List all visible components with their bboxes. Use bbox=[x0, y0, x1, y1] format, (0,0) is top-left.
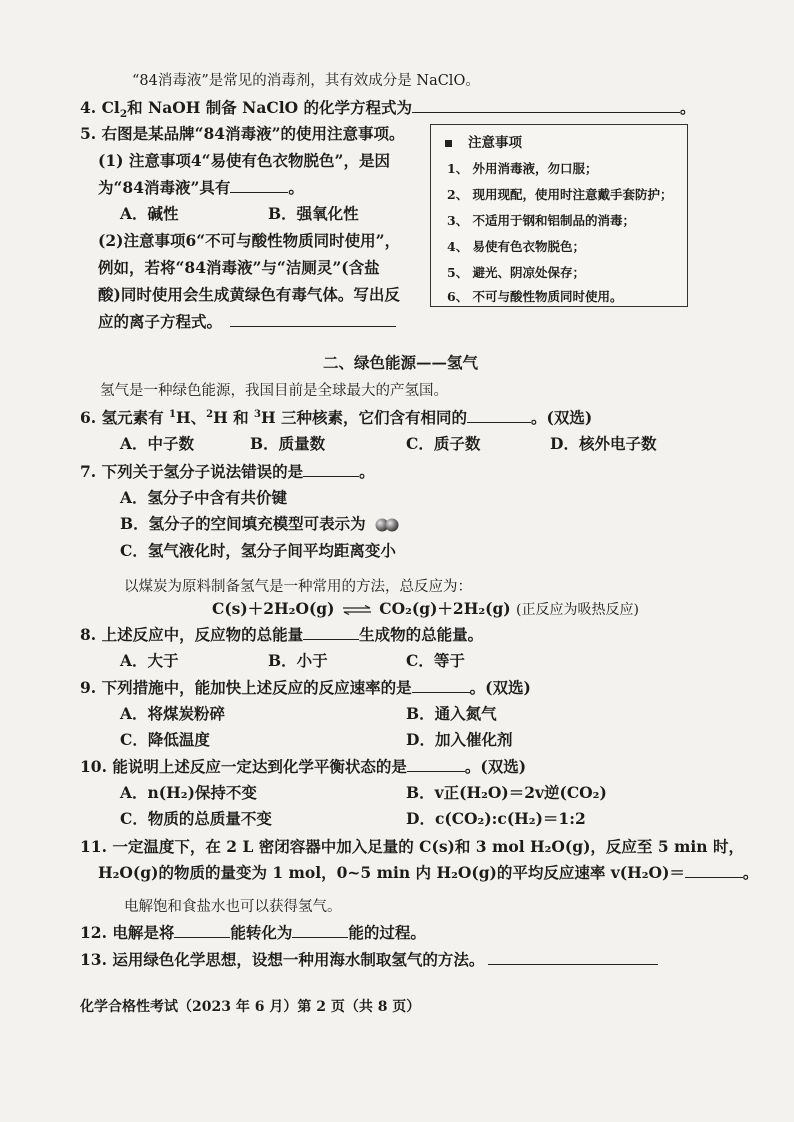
q7-option-a: A．氢分子中含有共价键 bbox=[120, 488, 288, 507]
question-11-line2: H₂O(g)的物质的量变为 1 mol，0~5 min 内 H₂O(g)的平均反应速率 v(H₂O)＝ 。 bbox=[98, 863, 759, 882]
q5-part1-line2: 为“84消毒液”具有 。 bbox=[98, 178, 304, 197]
q5-option-b: B．强氧化性 bbox=[268, 204, 359, 223]
question-4: 4. $Cl_2$和 NaOH 制备 NaClO 的化学方程式为 。 bbox=[80, 98, 696, 121]
coal-intro: 以煤炭为原料制备氢气是一种常用的方法，总反应为： bbox=[124, 579, 472, 595]
answer-blank[interactable] bbox=[685, 862, 743, 878]
q4-intro: “84消毒液”是常见的消毒剂，其有效成分是 NaClO。 bbox=[132, 73, 480, 89]
equilibrium-arrow-icon bbox=[342, 605, 372, 615]
question-8: 8. 上述反应中，反应物的总能量 生成物的总能量。 bbox=[80, 625, 484, 644]
q5-part1-line1: (1) 注意事项4“易使有色衣物脱色”，是因 bbox=[98, 151, 390, 170]
q10-option-c: C．物质的总质量不变 bbox=[120, 809, 272, 828]
square-bullet-icon bbox=[445, 140, 452, 147]
electro-intro: 电解饱和食盐水也可以获得氢气。 bbox=[124, 899, 342, 915]
notice-item: 3、 不适用于钢和铝制品的消毒； bbox=[447, 213, 636, 228]
q9-option-b: B．通入氮气 bbox=[406, 704, 497, 723]
answer-blank[interactable] bbox=[412, 677, 470, 693]
question-7: 7. 下列关于氢分子说法错误的是 。 bbox=[80, 462, 375, 481]
reaction-equation: C(s)＋2H₂O(g) CO₂(g)＋2H₂(g) (正反应为吸热反应) bbox=[212, 599, 639, 618]
question-number: 12. bbox=[80, 923, 107, 942]
q5-part2-line2: 例如，若将“84消毒液”与“洁厕灵”(含盐 bbox=[98, 258, 380, 277]
question-number: 4. bbox=[80, 98, 97, 117]
notice-item: 2、 现用现配，使用时注意戴手套防护； bbox=[447, 187, 673, 202]
answer-blank[interactable] bbox=[467, 407, 531, 423]
notice-item: 4、 易使有色衣物脱色； bbox=[447, 239, 586, 254]
h2-space-filling-model-icon bbox=[373, 518, 403, 532]
notice-item: 5、 避光、阴凉处保存； bbox=[447, 265, 586, 280]
notice-title: 注意事项 bbox=[445, 131, 522, 151]
question-number: 8. bbox=[80, 625, 97, 644]
answer-blank[interactable] bbox=[174, 922, 230, 938]
answer-blank[interactable] bbox=[303, 461, 359, 477]
question-6: 6. 氢元素有 $^1$H、$^2$H 和 $^3$H 三种核素，它们含有相同的 。(双选) bbox=[80, 408, 593, 427]
question-11-line1: 11. 一定温度下，在 2 L 密闭容器中加入足量的 C(s)和 3 mol H₂O(g)，反应至 5 min 时， bbox=[80, 837, 744, 856]
question-10: 10. 能说明上述反应一定达到化学平衡状态的是 。(双选) bbox=[80, 757, 527, 776]
question-12: 12. 电解是将 能转化为 能的过程。 bbox=[80, 923, 426, 942]
question-5-stem: 5. 右图是某品牌“84消毒液”的使用注意事项。 bbox=[80, 124, 405, 143]
answer-blank[interactable] bbox=[488, 949, 658, 965]
answer-blank[interactable] bbox=[230, 311, 396, 327]
page-footer: 化学合格性考试（2023 年 6 月）第 2 页（共 8 页） bbox=[80, 999, 421, 1015]
q5-option-a: A．碱性 bbox=[120, 204, 179, 223]
answer-blank[interactable] bbox=[407, 756, 465, 772]
question-number: 6. bbox=[80, 408, 97, 427]
notice-box bbox=[430, 124, 688, 307]
question-number: 7. bbox=[80, 462, 97, 481]
question-number: 5. bbox=[80, 124, 97, 143]
question-13: 13. 运用绿色化学思想，设想一种用海水制取氢气的方法。 bbox=[80, 949, 658, 971]
q10-option-b: B．v正(H₂O)＝2v逆(CO₂) bbox=[406, 783, 607, 802]
notice-item: 1、 外用消毒液，勿口服； bbox=[447, 161, 598, 176]
q7-option-c: C．氢气液化时，氢分子间平均距离变小 bbox=[120, 541, 396, 560]
q8-option-b: B．小于 bbox=[268, 651, 328, 670]
notice-item: 6、 不可与酸性物质同时使用。 bbox=[447, 289, 623, 304]
q9-option-c: C．降低温度 bbox=[120, 730, 210, 749]
q5-part2-line1: (2)注意事项6“不可与酸性物质同时使用”， bbox=[98, 231, 401, 250]
question-number: 10. bbox=[80, 757, 107, 776]
q5-part2-line3: 酸)同时使用会生成黄绿色有毒气体。写出反 bbox=[98, 285, 400, 304]
q8-option-a: A．大于 bbox=[120, 651, 179, 670]
section-heading: 二、绿色能源——氢气 bbox=[323, 353, 479, 372]
q5-part2-line4: 应的离子方程式。 bbox=[98, 311, 396, 333]
question-number: 11. bbox=[80, 837, 107, 856]
q6-option-a: A．中子数 bbox=[120, 434, 195, 453]
q10-option-a: A．n(H₂)保持不变 bbox=[120, 783, 257, 802]
q9-option-d: D．加入催化剂 bbox=[406, 730, 513, 749]
q10-option-d: D．c(CO₂):c(H₂)＝1:2 bbox=[406, 809, 586, 828]
answer-blank[interactable] bbox=[412, 97, 680, 113]
q6-option-b: B．质量数 bbox=[250, 434, 326, 453]
q8-option-c: C．等于 bbox=[406, 651, 465, 670]
q6-option-d: D．核外电子数 bbox=[550, 434, 657, 453]
answer-blank[interactable] bbox=[230, 177, 288, 193]
q9-option-a: A．将煤炭粉碎 bbox=[120, 704, 226, 723]
section-intro: 氢气是一种绿色能源，我国目前是全球最大的产氢国。 bbox=[100, 383, 448, 399]
answer-blank[interactable] bbox=[303, 624, 359, 640]
answer-blank[interactable] bbox=[292, 922, 348, 938]
q6-option-c: C．质子数 bbox=[406, 434, 481, 453]
question-9: 9. 下列措施中，能加快上述反应的反应速率的是 。(双选) bbox=[80, 678, 531, 697]
question-number: 9. bbox=[80, 678, 97, 697]
question-number: 13. bbox=[80, 950, 107, 969]
q7-option-b: B．氢分子的空间填充模型可表示为 bbox=[120, 513, 403, 535]
